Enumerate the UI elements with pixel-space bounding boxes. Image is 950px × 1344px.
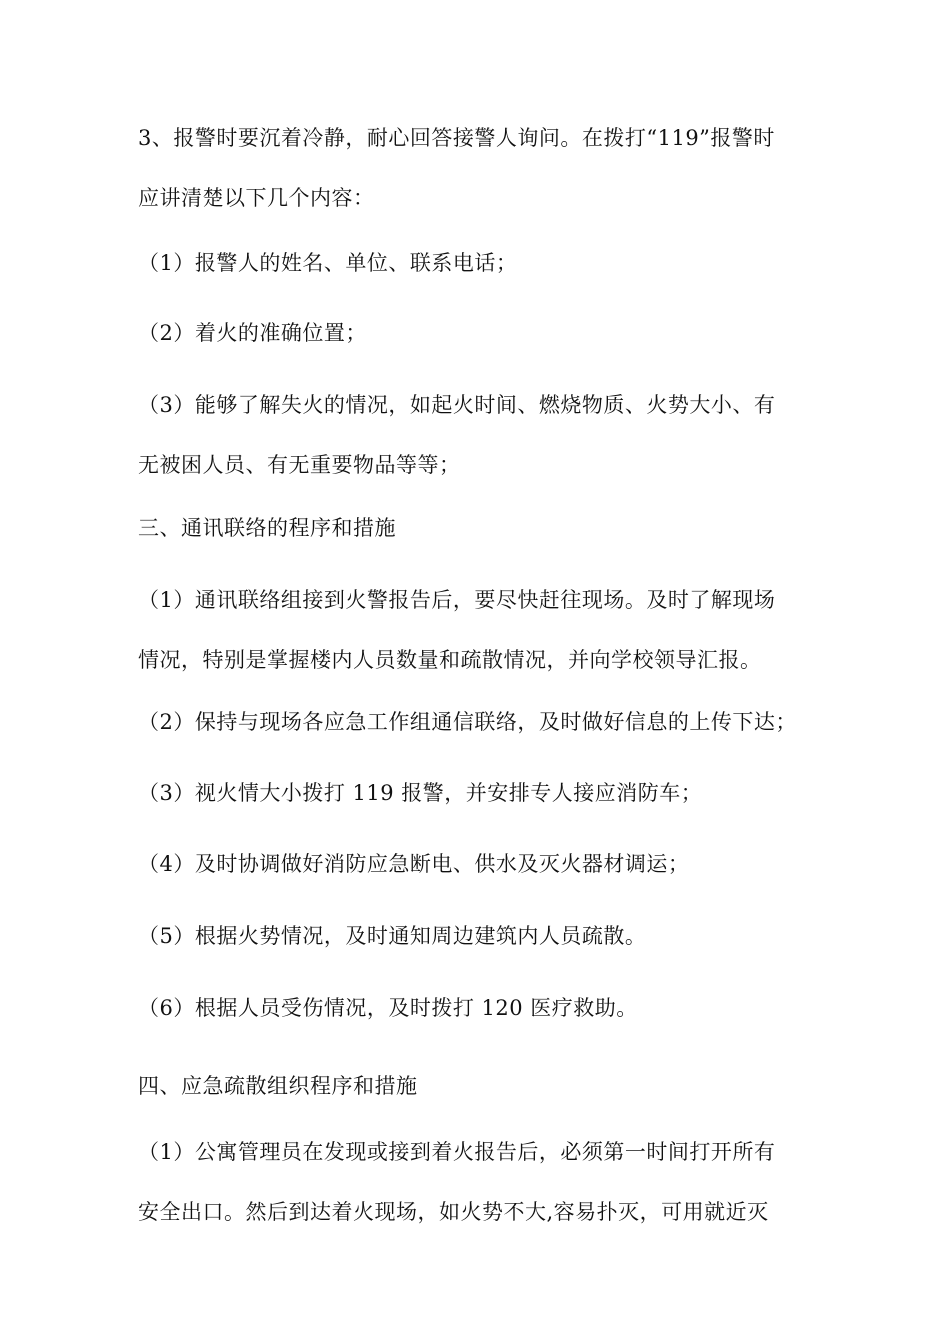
text-line: 无被困人员、有无重要物品等等； <box>138 453 461 477</box>
text-line: （4）及时协调做好消防应急断电、供水及灭火器材调运； <box>138 852 690 876</box>
text-line: 四、应急疏散组织程序和措施 <box>138 1074 418 1098</box>
text-line: 情况，特别是掌握楼内人员数量和疏散情况，并向学校领导汇报。 <box>138 648 762 672</box>
paragraph-alarm-calm <box>138 108 818 228</box>
paragraph-comm-3 <box>138 763 818 823</box>
text-line: 应讲清楚以下几个内容： <box>138 186 375 210</box>
paragraph-evac-1 <box>138 1122 818 1242</box>
text-line: （1）通讯联络组接到火警报告后，要尽快赶往现场。及时了解现场 <box>138 588 776 612</box>
text-line: （2）保持与现场各应急工作组通信联络，及时做好信息的上传下达； <box>138 710 797 734</box>
text-line: （2）着火的准确位置； <box>138 321 367 345</box>
paragraph-comm-5 <box>138 906 818 966</box>
text-line: 安全出口。然后到达着火现场，如火势不大,容易扑灭，可用就近灭 <box>138 1200 769 1224</box>
paragraph-item-3 <box>138 375 818 495</box>
text-line: 三、通讯联络的程序和措施 <box>138 516 396 540</box>
text-line: （3）能够了解失火的情况，如起火时间、燃烧物质、火势大小、有 <box>138 393 776 417</box>
section-heading-evacuation <box>138 1056 818 1116</box>
paragraph-item-2 <box>138 303 818 363</box>
paragraph-comm-6 <box>138 978 818 1038</box>
text-line: （5）根据火势情况，及时通知周边建筑内人员疏散。 <box>138 924 647 948</box>
text-line: （6）根据人员受伤情况，及时拨打 120 医疗救助。 <box>138 996 638 1020</box>
paragraph-comm-2 <box>138 692 818 752</box>
text-line: 3、报警时要沉着冷静，耐心回答接警人询问。在拨打“119”报警时 <box>138 126 775 150</box>
section-heading-communication <box>138 498 818 558</box>
paragraph-comm-1 <box>138 570 818 690</box>
text-line: （3）视火情大小拨打 119 报警，并安排专人接应消防车； <box>138 781 703 805</box>
paragraph-comm-4 <box>138 834 818 894</box>
text-line: （1）公寓管理员在发现或接到着火报告后，必须第一时间打开所有 <box>138 1140 776 1164</box>
paragraph-item-1 <box>138 233 818 293</box>
text-line: （1）报警人的姓名、单位、联系电话； <box>138 251 518 275</box>
